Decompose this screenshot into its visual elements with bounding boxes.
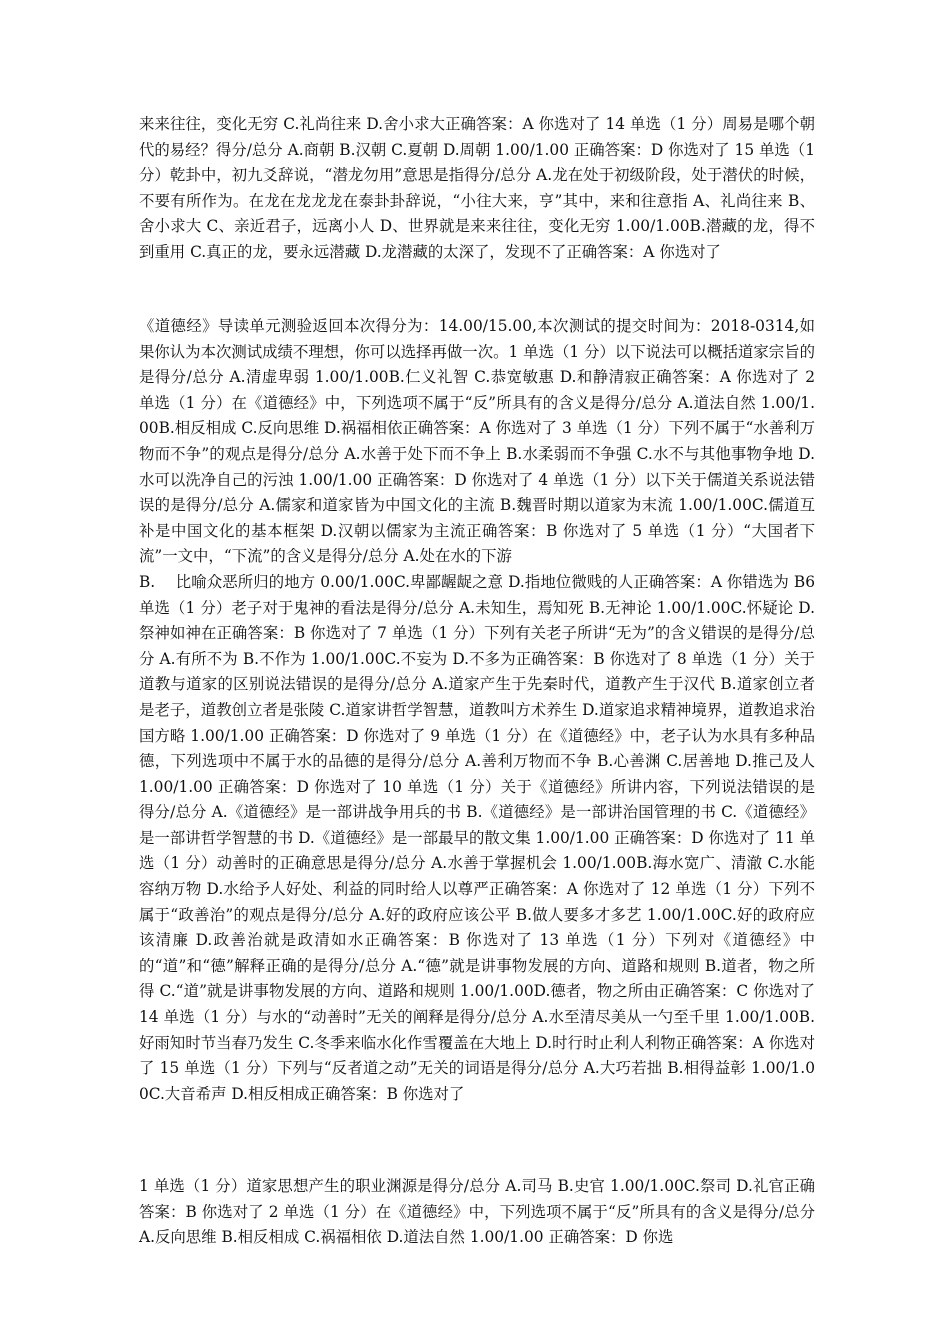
daodejing-quiz-block — [139, 314, 815, 1107]
paragraph-quiz-answers: B. 比喻众恶所归的地方 0.00/1.00C.卑鄙龌龊之意 D.指地位微贱的人正确答案：A 你错选为 B6 单选（1 分）老子对于鬼神的看法是得分/总分 A.未知生，焉知死 B.无神论 1.00/1.00C.怀疑论 D.祭神如神在正确答案：B 你选对了 7 单选（1 分）下列有关老子所讲“无为”的含义错误的是得分/总分 A.有所不为 B.不作为 1.00/1.00C.不妄为 D.不多为正确答案：B 你选对了 8 单选（1 分）关于道教与道家的区别说法错误的是得分/总分 A.道家产生于先秦时代，道教产生于汉代 B.道家创立者是老子，道教创立者是张陵 C.道家讲哲学智慧，道教叫方术养生 D.道家追求精神境界，道教追求治国方略 1.00/1.00 正确答案：D 你选对了 9 单选（1 分）在《道德经》中，老子认为水具有多种品德，下列选项中不属于水的品德的是得分/总分 A.善利万物而不争 B.心善渊 C.居善地 D.推己及人 1.00/1.00 正确答案：D 你选对了 10 单选（1 分）关于《道德经》所讲内容，下列说法错误的是得分/总分 A.《道德经》是一部讲战争用兵的书 B.《道德经》是一部讲治国管理的书 C.《道德经》是一部讲哲学智慧的书 D.《道德经》是一部最早的散文集 1.00/1.00 正确答案：D 你选对了 11 单选（1 分）动善时的正确意思是得分/总分 A.水善于掌握机会 1.00/1.00B.海水宽广、清澈 C.水能容纳万物 D.水给予人好处、利益的同时给人以尊严正确答案：A 你选对了 12 单选（1 分）下列不属于“政善治”的观点是得分/总分 A.好的政府应该公平 B.做人要多才多艺 1.00/1.00C.好的政府应该清廉 D.政善治就是政清如水正确答案：B 你选对了 13 单选（1 分）下列对《道德经》中的“道”和“德”解释正确的是得分/总分 A.“德”就是讲事物发展的方向、道路和规则 B.道者，物之所得 C.“道”就是讲事物发展的方向、道路和规则 1.00/1.00D.德者，物之所由正确答案：C 你选对了 14 单选（1 分）与水的“动善时”无关的阐释是得分/总分 A.水至清尽美从一勺至千里 1.00/1.00B.好雨知时节当春乃发生 C.冬季来临水化作雪覆盖在大地上 D.时行时止利人利物正确答案：A 你选对了 15 单选（1 分）下列与“反者道之动”无关的词语是得分/总分 A.大巧若拙 B.相得益彰 1.00/1.00C.大音希声 D.相反相成正确答案：B 你选对了 — [139, 572, 815, 1103]
paragraph-quiz-header: 《道德经》导读单元测验返回本次得分为：14.00/15.00,本次测试的提交时间为：2018-0314,如果你认为本次测试成绩不理想，你可以选择再做一次。1 单选（1 分）以下说法可以概括道家宗旨的是得分/总分 A.清虚卑弱 1.00/1.00B.仁义礼智 C.恭宽敏惠 D.和静清寂正确答案：A 你选对了 2 单选（1 分）在《道德经》中，下列选项不属于“反”所具有的含义是得分/总分 A.道法自然 1.00/1.00B.相反相成 C.反向思维 D.祸福相依正确答案：A 你选对了 3 单选（1 分）下列不属于“水善利万物而不争”的观点是得分/总分 A.水善于处下而不争上 B.水柔弱而不争强 C.水不与其他事物争地 D.水可以洗净自己的污浊 1.00/1.00 正确答案：D 你选对了 4 单选（1 分）以下关于儒道关系说法错误的是得分/总分 A.儒家和道家皆为中国文化的主流 B.魏晋时期以道家为末流 1.00/1.00C.儒道互补是中国文化的基本框架 D.汉朝以儒家为主流正确答案：B 你选对了 5 单选（1 分）“大国者下流”一文中，“下流”的含义是得分/总分 A.处在水的下游 — [139, 317, 815, 566]
paragraph-quiz-continuation: 来来往往，变化无穷 C.礼尚往来 D.舍小求大正确答案：A 你选对了 14 单选（1 分）周易是哪个朝代的易经？得分/总分 A.商朝 B.汉朝 C.夏朝 D.周朝 1.00/1.00 正确答案：D 你选对了 15 单选（1 分）乾卦中，初九爻辞说，“潜龙勿用”意思是指得分/总分 A.龙在处于初级阶段，处于潜伏的时候，不要有所作为。在龙在龙龙龙在泰卦卦辞说，“小往大来，亨”其中，来和往意指 A、礼尚往来 B、舍小求大 C、亲近君子，远离小人 D、世界就是来来往往，变化无穷 1.00/1.00B.潜藏的龙，得不到重用 C.真正的龙，要永远潜藏 D.龙潜藏的太深了，发现不了正确答案：A 你选对了 — [139, 115, 815, 261]
paragraph-quiz-second-attempt: 1 单选（1 分）道家思想产生的职业渊源是得分/总分 A.司马 B.史官 1.00/1.00C.祭司 D.礼官正确答案：B 你选对了 2 单选（1 分）在《道德经》中，下列选项不属于“反”所具有的含义是得分/总分 A.反向思维 B.相反相成 C.祸福相依 D.道法自然 1.00/1.00 正确答案：D 你选 — [139, 1177, 815, 1247]
